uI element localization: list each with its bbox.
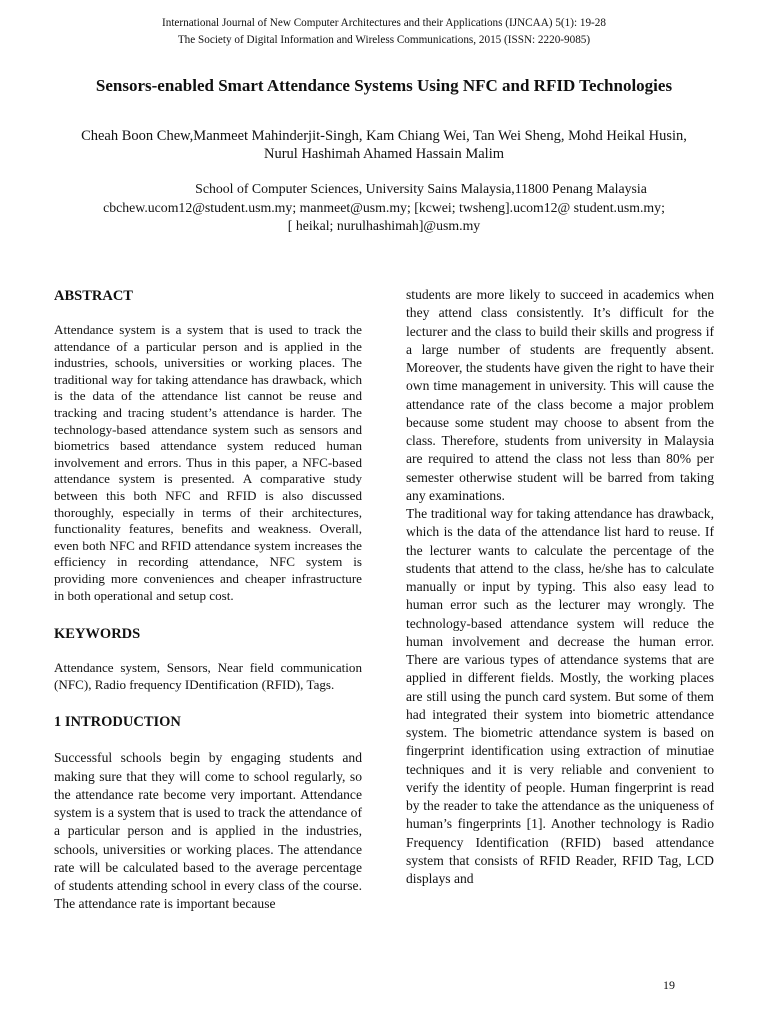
keywords-heading: KEYWORDS: [54, 626, 141, 643]
page-number: 19: [663, 978, 675, 992]
left-column: [54, 288, 362, 914]
emails-line-2: [ heikal; nurulhashimah]@usm.my: [287, 218, 481, 233]
journal-citation-line: International Journal of New Computer Architectures and their Applications (IJNCAA) 5(1): 19-28: [162, 17, 606, 29]
authors-line-2: Nurul Hashimah Ahamed Hassain Malim: [263, 146, 504, 162]
abstract-heading: ABSTRACT: [54, 288, 133, 304]
paper-title: Sensors-enabled Smart Attendance Systems Using NFC and RFID Technologies: [95, 76, 673, 95]
introduction-paragraph-2: The traditional way for taking attendance has drawback, which is the data of the attendance list hard to reuse. If the lecturer wants to calculate the percentage of the students that attend to the class, he/she has to calculate manually or input by typing. This also easy lead to human error such as the lecturer may wrongly. The technology-based attendance system will reduce the human involvement and decrease the human error. There are various types of attendance systems that are applied in different fields. Mostly, the working places are still using the punch card system. But some of them had integrated their system into biometric attendance system. The biometric attendance system is based on fingerprint identification using extraction of minutiae techniques and it is very reliable and convenient to verify the identity of people. Human fingerprint is read by the reader to take the attendance as the uniqueness of human’s fingerprints [1]. Another technology is Radio Frequency Identification (RFID) based attendance system that consists of RFID Reader, RFID Tag, LCD displays and: [406, 506, 714, 886]
author-list: [0, 127, 768, 163]
society-issn-line: The Society of Digital Information and Wireless Communications, 2015 (ISSN: 2220-9085): [177, 34, 591, 46]
keywords-text: Attendance system, Sensors, Near field communication (NFC), Radio frequency IDentification (RFID), Tags.: [54, 660, 362, 692]
authors-line-1: Cheah Boon Chew,Manmeet Mahinderjit-Singh, Kam Chiang Wei, Tan Wei Sheng, Mohd Heikal Husin,: [81, 128, 687, 144]
abstract-text: Attendance system is a system that is used to track the attendance of a particular person and is applied in the industries, schools, universities or working places. The traditional way for taking attendance has drawback, which is the data of the attendance list cannot be reuse and tracking and tracing student’s attendance is harder. The technology-based attendance system such as sensors and biometrics based attendance system reduced human involvement and errors. Thus in this paper, a NFC-based attendance system is presented. A comparative study between this both NFC and RFID is also discussed thoroughly, especially in terms of their architectures, functionality features, benefits and weakness. Overall, even both NFC and RFID attendance system increases the efficiency in recording attendance, NFC system is providing more conveniences and cheaper infrastructure in both operational and setup cost.: [54, 322, 362, 603]
introduction-paragraph: Successful schools begin by engaging students and making sure that they will come to school regularly, so the attendance rate become very important. Attendance system is a system that is used to track the attendance of a particular person and is applied in the industries, schools, universities or working places. The attendance rate will be calculated based to the average percentage of students attending school in every class of the course. The attendance rate is important because: [54, 750, 362, 912]
emails-line-1: cbchew.ucom12@student.usm.my; manmeet@usm.my; [kcwei; twsheng].ucom12@ student.usm.my;: [103, 199, 665, 215]
right-column: [406, 288, 714, 888]
affiliation-block: [0, 180, 768, 236]
introduction-heading: 1 INTRODUCTION: [54, 714, 181, 731]
affiliation: School of Computer Sciences, University Sains Malaysia,11800 Penang Malaysia: [195, 181, 647, 196]
introduction-paragraph-continued: students are more likely to succeed in academics when they attend class consistently. It’s difficult for the lecturer and the class to build their skills and progress if a large number of students are frequently absent. Moreover, the students have given the right to have their own time management in university. This will cause the attendance rate of the class become a major problem because some student may choose to absent from the class. Therefore, students from university in Malaysia are required to attend the class not less than 80% per semester otherwise student will be barred from taking any examinations.: [406, 287, 714, 503]
